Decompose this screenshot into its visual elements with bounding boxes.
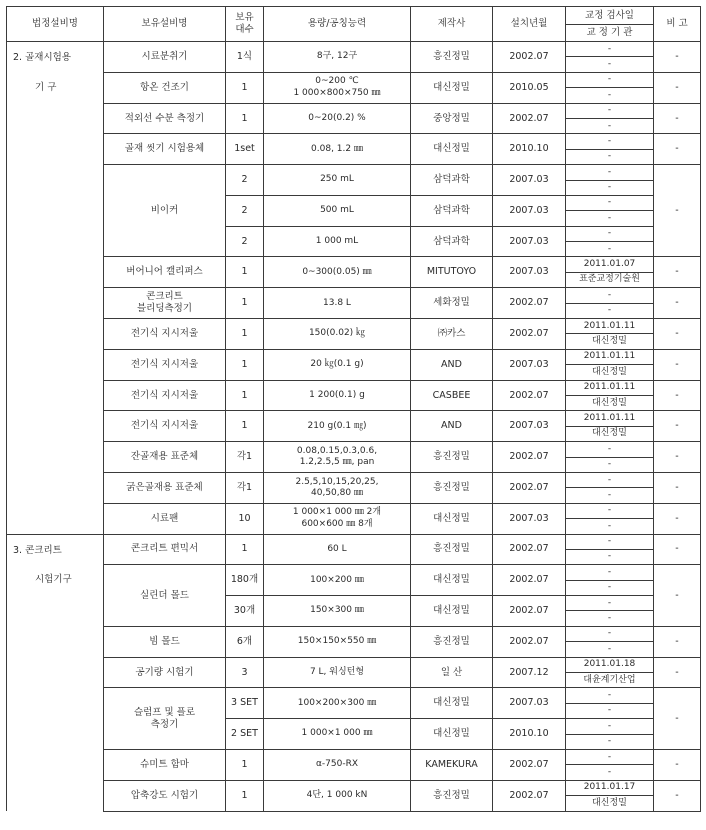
inspection-org-cell: - <box>566 457 654 472</box>
capacity-cell: 150×300 ㎜ <box>264 596 411 627</box>
inspection-org-cell: - <box>566 580 654 595</box>
remarks-cell: - <box>654 380 701 411</box>
capacity-cell: 0~20(0.2) % <box>264 103 411 134</box>
remarks-cell: - <box>654 472 701 503</box>
header-maker: 제작사 <box>411 7 493 42</box>
qty-cell: 각1 <box>226 442 264 473</box>
capacity-cell: 250 mL <box>264 165 411 196</box>
inspection-date-cell: 2011.01.11 <box>566 319 654 334</box>
inspection-org-cell: - <box>566 211 654 226</box>
equipment-name: 실린더 몰드 <box>104 565 226 627</box>
installed-cell: 2007.03 <box>493 503 566 534</box>
installed-cell: 2002.07 <box>493 103 566 134</box>
inspection-org-cell: 대신정밀 <box>566 365 654 380</box>
table-row <box>7 503 701 518</box>
inspection-date-cell: - <box>566 749 654 764</box>
table-row <box>7 442 701 457</box>
section-label-line: 기 구 <box>35 81 57 93</box>
installed-cell: 2010.05 <box>493 72 566 103</box>
section-label-line: 3. 콘크리트 <box>13 544 62 556</box>
maker-cell: ㈜카스 <box>411 319 493 350</box>
header-equipment: 보유설비명 <box>104 7 226 42</box>
table-row <box>7 688 701 703</box>
maker-cell: AND <box>411 349 493 380</box>
capacity-cell: 100×200×300 ㎜ <box>264 688 411 719</box>
inspection-org-cell: 표준교정기술원 <box>566 272 654 287</box>
installed-cell: 2007.03 <box>493 226 566 257</box>
capacity-cell: 0~200 ℃ 1 000×800×750 ㎜ <box>264 72 411 103</box>
table-row <box>7 565 701 580</box>
remarks-cell: - <box>654 565 701 627</box>
qty-cell: 6개 <box>226 626 264 657</box>
qty-cell: 각1 <box>226 472 264 503</box>
inspection-org-cell: - <box>566 488 654 503</box>
table-row <box>7 134 701 149</box>
installed-cell: 2002.07 <box>493 288 566 319</box>
capacity-cell: 2.5,5,10,15,20,25, 40,50,80 ㎜ <box>264 472 411 503</box>
remarks-cell: - <box>654 288 701 319</box>
inspection-date-cell: - <box>566 42 654 57</box>
inspection-date-cell: - <box>566 195 654 210</box>
inspection-org-cell: - <box>566 242 654 257</box>
installed-cell: 2002.07 <box>493 626 566 657</box>
table-row <box>7 103 701 118</box>
table-body <box>7 42 701 812</box>
table-row <box>7 257 701 272</box>
equipment-name: 압축강도 시험기 <box>104 780 226 811</box>
equipment-name: 굵은골재용 표준체 <box>104 472 226 503</box>
maker-cell: 흥진정밀 <box>411 626 493 657</box>
inspection-org-cell: - <box>566 88 654 103</box>
qty-cell: 2 SET <box>226 719 264 750</box>
section-label-line: 2. 골재시험용 <box>13 52 71 63</box>
maker-cell: 세화정밀 <box>411 288 493 319</box>
section-label-line: 시험기구 <box>35 574 72 586</box>
table-row <box>7 349 701 364</box>
capacity-cell: 500 mL <box>264 195 411 226</box>
maker-cell: 대신정밀 <box>411 596 493 627</box>
qty-cell: 1 <box>226 349 264 380</box>
header-legal-name: 법정설비명 <box>7 7 104 42</box>
remarks-cell: - <box>654 688 701 750</box>
inspection-date-cell: 2011.01.11 <box>566 411 654 426</box>
table-row <box>7 380 701 395</box>
table-row <box>7 42 701 57</box>
installed-cell: 2002.07 <box>493 472 566 503</box>
equipment-name: 적외선 수분 측정기 <box>104 103 226 134</box>
inspection-org-cell: 대신정밀 <box>566 395 654 410</box>
table-row <box>7 626 701 641</box>
inspection-org-cell: - <box>566 549 654 564</box>
maker-cell: 대신정밀 <box>411 719 493 750</box>
inspection-org-cell: - <box>566 57 654 72</box>
inspection-date-cell: - <box>566 503 654 518</box>
installed-cell: 2007.12 <box>493 657 566 688</box>
qty-cell: 1 <box>226 72 264 103</box>
qty-cell: 1 <box>226 749 264 780</box>
inspection-org-cell: 대윤계기산업 <box>566 673 654 688</box>
section-label <box>7 534 104 811</box>
remarks-cell: - <box>654 442 701 473</box>
installed-cell: 2002.07 <box>493 780 566 811</box>
capacity-cell: 0~300(0.05) ㎜ <box>264 257 411 288</box>
capacity-cell: 1 000×1 000 ㎜ <box>264 719 411 750</box>
installed-cell: 2007.03 <box>493 195 566 226</box>
equipment-name: 시료팬 <box>104 503 226 534</box>
qty-cell: 1 <box>226 534 264 565</box>
inspection-date-cell: - <box>566 626 654 641</box>
inspection-date-cell: - <box>566 226 654 241</box>
maker-cell: 대신정밀 <box>411 72 493 103</box>
inspection-org-cell: - <box>566 611 654 626</box>
installed-cell: 2007.03 <box>493 165 566 196</box>
installed-cell: 2002.07 <box>493 319 566 350</box>
maker-cell: 흥진정밀 <box>411 472 493 503</box>
inspection-org-cell: - <box>566 303 654 318</box>
capacity-cell: 60 L <box>264 534 411 565</box>
inspection-date-cell: - <box>566 442 654 457</box>
qty-cell: 2 <box>226 165 264 196</box>
capacity-cell: 100×200 ㎜ <box>264 565 411 596</box>
equipment-name: 전기식 지시저울 <box>104 411 226 442</box>
qty-cell: 1 <box>226 103 264 134</box>
capacity-cell: 150(0.02) ㎏ <box>264 319 411 350</box>
equipment-name: 골재 씻기 시험용체 <box>104 134 226 165</box>
maker-cell: 흥진정밀 <box>411 780 493 811</box>
maker-cell: 삼덕과학 <box>411 195 493 226</box>
installed-cell: 2002.07 <box>493 442 566 473</box>
maker-cell: 일 산 <box>411 657 493 688</box>
inspection-org-cell: - <box>566 703 654 718</box>
inspection-date-cell: - <box>566 565 654 580</box>
table-row <box>7 288 701 303</box>
maker-cell: 삼덕과학 <box>411 165 493 196</box>
equipment-name: 콘크리트 편믹서 <box>104 534 226 565</box>
remarks-cell: - <box>654 42 701 73</box>
maker-cell: AND <box>411 411 493 442</box>
maker-cell: 흥진정밀 <box>411 442 493 473</box>
equipment-name: 시료분취기 <box>104 42 226 73</box>
qty-cell: 1 <box>226 319 264 350</box>
table-row <box>7 72 701 87</box>
qty-cell: 3 <box>226 657 264 688</box>
inspection-org-cell: 대신정밀 <box>566 334 654 349</box>
remarks-cell: - <box>654 411 701 442</box>
qty-cell: 1 <box>226 288 264 319</box>
installed-cell: 2007.03 <box>493 411 566 442</box>
remarks-cell: - <box>654 165 701 257</box>
equipment-name: 버어니어 캘리퍼스 <box>104 257 226 288</box>
capacity-cell: 7 L, 워싱턴형 <box>264 657 411 688</box>
maker-cell: 대신정밀 <box>411 134 493 165</box>
capacity-cell: 0.08, 1.2 ㎜ <box>264 134 411 165</box>
qty-cell: 1식 <box>226 42 264 73</box>
inspection-date-cell: 2011.01.17 <box>566 780 654 795</box>
maker-cell: KAMEKURA <box>411 749 493 780</box>
maker-cell: 대신정밀 <box>411 565 493 596</box>
table-row <box>7 411 701 426</box>
maker-cell: 대신정밀 <box>411 688 493 719</box>
equipment-name: 슈미트 함마 <box>104 749 226 780</box>
inspection-org-cell: - <box>566 519 654 534</box>
equipment-sheet <box>6 6 700 826</box>
capacity-cell: 8구, 12구 <box>264 42 411 73</box>
table-row <box>7 780 701 795</box>
installed-cell: 2002.07 <box>493 534 566 565</box>
remarks-cell: - <box>654 134 701 165</box>
qty-cell: 2 <box>226 195 264 226</box>
equipment-name: 항온 건조기 <box>104 72 226 103</box>
header-inspection-org: 교 정 기 관 <box>566 25 654 42</box>
capacity-cell: 0.08,0.15,0.3,0.6, 1.2,2.5,5 ㎜, pan <box>264 442 411 473</box>
inspection-date-cell: 2011.01.11 <box>566 380 654 395</box>
equipment-name: 콘크리트 블리딩측정기 <box>104 288 226 319</box>
qty-cell: 1set <box>226 134 264 165</box>
table-row <box>7 749 701 764</box>
capacity-cell: 20 ㎏(0.1 g) <box>264 349 411 380</box>
installed-cell: 2002.07 <box>493 565 566 596</box>
inspection-org-cell: 대신정밀 <box>566 796 654 811</box>
remarks-cell: - <box>654 534 701 565</box>
header-remarks: 비 고 <box>654 7 701 42</box>
equipment-name: 전기식 지시저울 <box>104 319 226 350</box>
inspection-date-cell: - <box>566 103 654 118</box>
installed-cell: 2007.03 <box>493 257 566 288</box>
qty-cell: 180개 <box>226 565 264 596</box>
maker-cell: 흥진정밀 <box>411 42 493 73</box>
qty-cell: 1 <box>226 780 264 811</box>
qty-cell: 2 <box>226 226 264 257</box>
installed-cell: 2002.07 <box>493 380 566 411</box>
inspection-org-cell: 대신정밀 <box>566 426 654 441</box>
capacity-cell: α-750-RX <box>264 749 411 780</box>
remarks-cell: - <box>654 503 701 534</box>
installed-cell: 2010.10 <box>493 719 566 750</box>
installed-cell: 2002.07 <box>493 42 566 73</box>
inspection-date-cell: - <box>566 719 654 734</box>
inspection-org-cell: - <box>566 734 654 749</box>
inspection-date-cell: - <box>566 596 654 611</box>
header-qty <box>226 7 264 42</box>
inspection-org-cell: - <box>566 149 654 164</box>
maker-cell: 대신정밀 <box>411 503 493 534</box>
remarks-cell: - <box>654 626 701 657</box>
qty-cell: 10 <box>226 503 264 534</box>
remarks-cell: - <box>654 349 701 380</box>
table-row <box>7 534 701 549</box>
table-row <box>7 472 701 487</box>
qty-cell: 1 <box>226 411 264 442</box>
equipment-name: 전기식 지시저울 <box>104 349 226 380</box>
maker-cell: 흥진정밀 <box>411 534 493 565</box>
equipment-name: 슬럼프 및 플로 측정기 <box>104 688 226 750</box>
inspection-date-cell: - <box>566 134 654 149</box>
maker-cell: 삼덕과학 <box>411 226 493 257</box>
section-label <box>7 42 104 535</box>
inspection-org-cell: - <box>566 765 654 780</box>
maker-cell: 중앙정밀 <box>411 103 493 134</box>
inspection-org-cell: - <box>566 642 654 657</box>
equipment-name: 빔 몰드 <box>104 626 226 657</box>
inspection-org-cell: - <box>566 118 654 133</box>
qty-cell: 30개 <box>226 596 264 627</box>
installed-cell: 2002.07 <box>493 749 566 780</box>
remarks-cell: - <box>654 257 701 288</box>
equipment-name: 전기식 지시저울 <box>104 380 226 411</box>
header-inspection-date: 교정 검사일 <box>566 7 654 25</box>
inspection-date-cell: - <box>566 534 654 549</box>
capacity-cell: 210 g(0.1 ㎎) <box>264 411 411 442</box>
inspection-date-cell: 2011.01.18 <box>566 657 654 672</box>
inspection-date-cell: 2011.01.11 <box>566 349 654 364</box>
capacity-cell: 1 000 mL <box>264 226 411 257</box>
table-row <box>7 657 701 672</box>
installed-cell: 2007.03 <box>493 688 566 719</box>
inspection-date-cell: - <box>566 472 654 487</box>
inspection-date-cell: - <box>566 288 654 303</box>
inspection-date-cell: 2011.01.07 <box>566 257 654 272</box>
installed-cell: 2002.07 <box>493 596 566 627</box>
remarks-cell: - <box>654 72 701 103</box>
remarks-cell: - <box>654 103 701 134</box>
equipment-name: 비이커 <box>104 165 226 257</box>
inspection-date-cell: - <box>566 72 654 87</box>
capacity-cell: 1 200(0.1) g <box>264 380 411 411</box>
equipment-name: 공기량 시험기 <box>104 657 226 688</box>
table-row <box>7 165 701 180</box>
installed-cell: 2010.10 <box>493 134 566 165</box>
table-row <box>7 319 701 334</box>
inspection-date-cell: - <box>566 688 654 703</box>
installed-cell: 2007.03 <box>493 349 566 380</box>
header-qty-text: 보유 대수 <box>235 12 254 35</box>
remarks-cell: - <box>654 749 701 780</box>
capacity-cell: 150×150×550 ㎜ <box>264 626 411 657</box>
maker-cell: MITUTOYO <box>411 257 493 288</box>
inspection-org-cell: - <box>566 180 654 195</box>
header-capacity: 용량/공칭능력 <box>264 7 411 42</box>
equipment-table <box>6 6 701 812</box>
header-installed: 설치년월 <box>493 7 566 42</box>
inspection-date-cell: - <box>566 165 654 180</box>
qty-cell: 1 <box>226 380 264 411</box>
remarks-cell: - <box>654 657 701 688</box>
maker-cell: CASBEE <box>411 380 493 411</box>
remarks-cell: - <box>654 319 701 350</box>
remarks-cell: - <box>654 780 701 811</box>
capacity-cell: 1 000×1 000 ㎜ 2개 600×600 ㎜ 8개 <box>264 503 411 534</box>
capacity-cell: 13.8 L <box>264 288 411 319</box>
capacity-cell: 4단, 1 000 kN <box>264 780 411 811</box>
equipment-name: 잔골재용 표준체 <box>104 442 226 473</box>
qty-cell: 3 SET <box>226 688 264 719</box>
qty-cell: 1 <box>226 257 264 288</box>
